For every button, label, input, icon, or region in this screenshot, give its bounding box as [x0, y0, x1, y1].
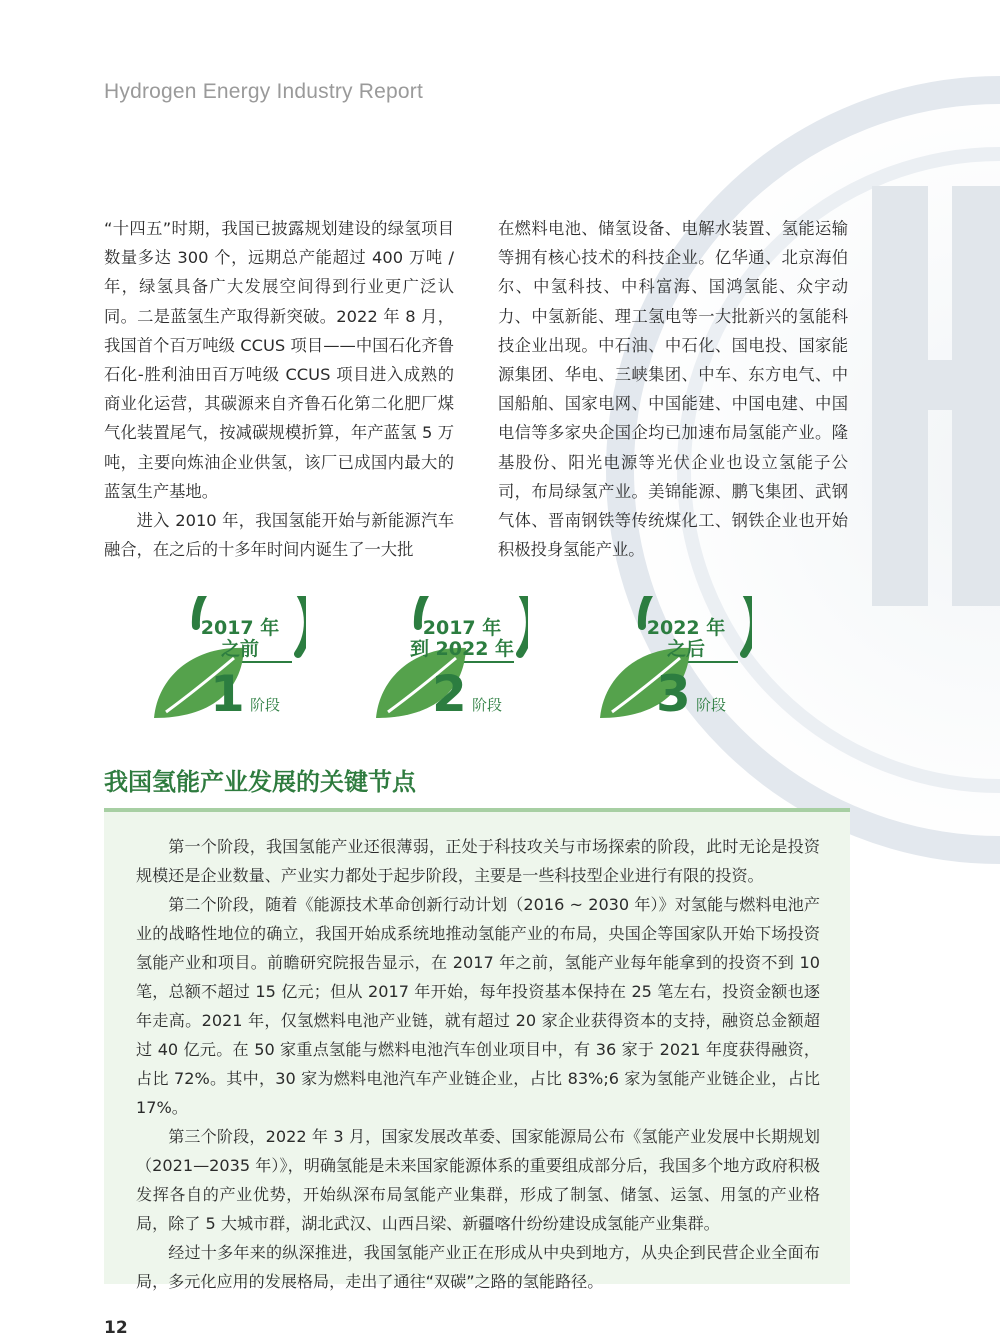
report-header-title: Hydrogen Energy Industry Report	[104, 80, 424, 103]
stage-period-end: 之后	[666, 638, 705, 660]
panel-paragraph: 第一个阶段，我国氢能产业还很薄弱，正处于科技攻关与市场探索的阶段，此时无论是投资规模还是企业数量、产业实力都处于起步阶段，主要是一些科技型企业进行有限的投资。	[136, 837, 820, 885]
stage-badge-1	[152, 596, 306, 736]
stage-word: 阶段	[250, 696, 281, 714]
panel-paragraph: 第三个阶段，2022 年 3 月，国家发展改革委、国家能源局公布《氢能产业发展中长期规划（2021—2035 年）》，明确氢能是未来国家能源体系的重要组成部分后，我国多个地方政府积极发挥各自的产业优势，开始纵深布局氢能产业集群，形成了制氢、储氢、运氢、用氢的产业格局，除了 5 大城市群，湖北武汉、山西吕梁、新疆喀什纷纷建设成氢能产业集群。	[136, 1127, 820, 1233]
body-paragraph: 进入 2010 年，我国氢能开始与新能源汽车融合，在之后的十多年时间内诞生了一大批	[104, 511, 454, 560]
stage-period-start: 2022 年	[646, 617, 726, 639]
stage-number: 1	[210, 665, 245, 723]
right-text-column	[498, 214, 848, 564]
stage-period-end: 之前	[220, 638, 259, 660]
panel-paragraph: 经过十多年来的纵深推进，我国氢能产业正在形成从中央到地方，从央企到民营企业全面布局，多元化应用的发展格局，走出了通往“双碳”之路的氢能路径。	[136, 1243, 820, 1291]
stage-badge-3	[598, 596, 752, 736]
stage-period-end: 到 2022 年	[409, 638, 515, 660]
body-paragraph: 在燃料电池、储氢设备、电解水装置、氢能运输等拥有核心技术的科技企业。亿华通、北京海伯尔、中氢科技、中科富海、国鸿氢能、众宇动力、中氢新能、理工氢电等一大批新兴的氢能科技企业出现。中石油、中石化、国电投、国家能源集团、华电、三峡集团、中车、东方电气、中国船舶、国家电网、中国能建、中国电建、中国电信等多家央企国企均已加速布局氢能产业。隆基股份、阳光电源等光伏企业也设立氢能子公司，布局绿氢产业。美锦能源、鹏飞集团、武钢气体、晋南钢铁等传统煤化工、钢铁企业也开始积极投身氢能产业。	[498, 219, 848, 560]
page-number: 12	[104, 1318, 128, 1338]
panel-body	[136, 832, 820, 1296]
stage-period-start: 2017 年	[422, 617, 502, 639]
left-text-column	[104, 214, 454, 564]
stage-number: 2	[432, 665, 467, 723]
stage-word: 阶段	[696, 696, 727, 714]
stage-number: 3	[656, 665, 691, 723]
key-nodes-panel	[104, 808, 850, 1291]
section-title: 我国氢能产业发展的关键节点	[104, 768, 416, 796]
body-paragraph: “十四五”时期，我国已披露规划建设的绿氢项目数量多达 300 个，远期总产能超过 400 万吨 / 年，绿氢具备广大发展空间得到行业更广泛认同。二是蓝氢生产取得新突破。2022 年 8 月，我国首个百万吨级 CCUS 项目——中国石化齐鲁石化-胜利油田百万吨级 CCUS 项目进入成熟的商业化运营，其碳源来自齐鲁石化第二化肥厂煤气化装置尾气，按减碳规模折算，年产蓝氢 5 万吨，主要向炼油企业供氢，该厂已成国内最大的蓝氢生产基地。	[104, 219, 454, 501]
stage-badge-2	[374, 596, 528, 736]
panel-paragraph: 第二个阶段，随着《能源技术革命创新行动计划（2016 ~ 2030 年）》对氢能与燃料电池产业的战略性地位的确立，我国开始成系统地推动氢能产业的布局，央国企等国家队开始下场投资氢能产业和项目。前瞻研究院报告显示，在 2017 年之前，氢能产业每年能拿到的投资不到 10 笔，总额不超过 15 亿元；但从 2017 年开始，每年投资基本保持在 25 笔左右，投资金额也逐年走高。2021 年，仅氢燃料电池产业链，就有超过 20 家企业获得资本的支持，融资总金额超过 40 亿元。在 50 家重点氢能与燃料电池汽车创业项目中，有 36 家于 2021 年度获得融资，占比 72%。其中，30 家为燃料电池汽车产业链企业，占比 83%;6 家为氢能产业链企业，占比 17%。	[136, 895, 820, 1117]
stage-period-start: 2017 年	[200, 617, 280, 639]
stage-word: 阶段	[472, 696, 503, 714]
